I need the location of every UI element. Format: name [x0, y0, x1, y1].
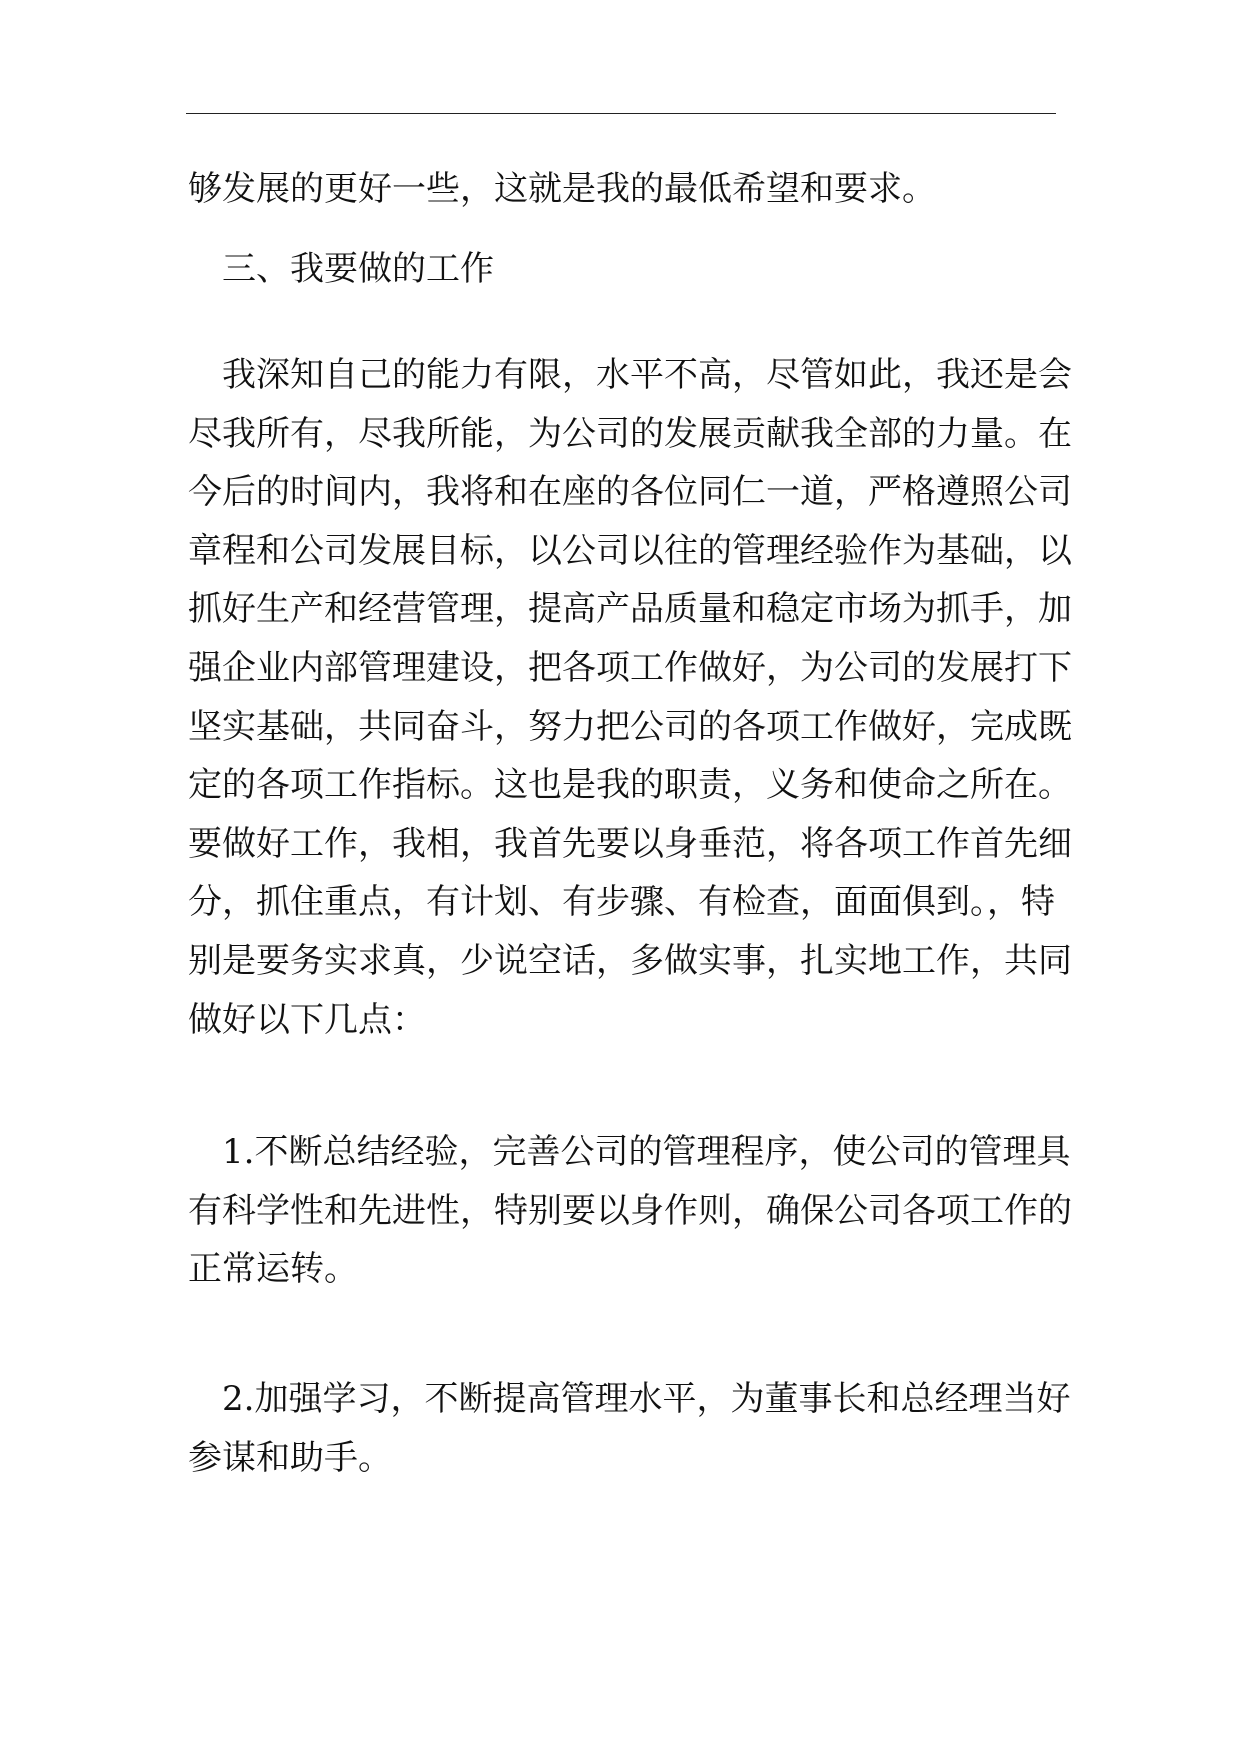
text-line: 做好以下几点： [188, 999, 426, 1040]
text-line: 今后的时间内，我将和在座的各位同仁一道，严格遵照公司 [188, 472, 1072, 513]
text-line: 定的各项工作指标。这也是我的职责，义务和使命之所在。 [188, 765, 1072, 806]
main-paragraph [188, 346, 1072, 1049]
text-line: 尽我所有，尽我所能，为公司的发展贡献我全部的力量。在 [188, 413, 1072, 454]
section-heading-text: 三、我要做的工作 [222, 249, 494, 289]
list-item-1 [188, 1123, 1072, 1299]
text-line: 有科学性和先进性，特别要以身作则，确保公司各项工作的 [188, 1190, 1072, 1231]
text-line: 坚实基础，共同奋斗，努力把公司的各项工作做好，完成既 [188, 706, 1072, 747]
text-line: 够发展的更好一些，这就是我的最低希望和要求。 [188, 169, 936, 209]
text-line: 别是要务实求真，少说空话，多做实事，扎实地工作，共同 [188, 940, 1072, 981]
section-heading [188, 240, 1056, 299]
text-line: 参谋和助手。 [188, 1437, 392, 1478]
text-line: 2.加强学习，不断提高管理水平，为董事长和总经理当好 [222, 1379, 1071, 1419]
text-line: 分，抓住重点，有计划、有步骤、有检查，面面俱到。，特 [188, 882, 1055, 923]
text-line: 强企业内部管理建设，把各项工作做好，为公司的发展打下 [188, 647, 1072, 688]
text-line: 章程和公司发展目标，以公司以往的管理经验作为基础，以 [188, 530, 1072, 571]
text-line: 要做好工作，我相，我首先要以身垂范，将各项工作首先细 [188, 823, 1072, 864]
text-line: 1.不断总结经验，完善公司的管理程序，使公司的管理具 [222, 1132, 1071, 1172]
text-line: 我深知自己的能力有限，水平不高，尽管如此，我还是会 [222, 355, 1072, 395]
list-item-2 [188, 1370, 1071, 1487]
continuation-paragraph [188, 160, 1056, 219]
text-line: 正常运转。 [188, 1249, 358, 1290]
header-rule [186, 113, 1056, 114]
text-line: 抓好生产和经营管理，提高产品质量和稳定市场为抓手，加 [188, 589, 1072, 630]
